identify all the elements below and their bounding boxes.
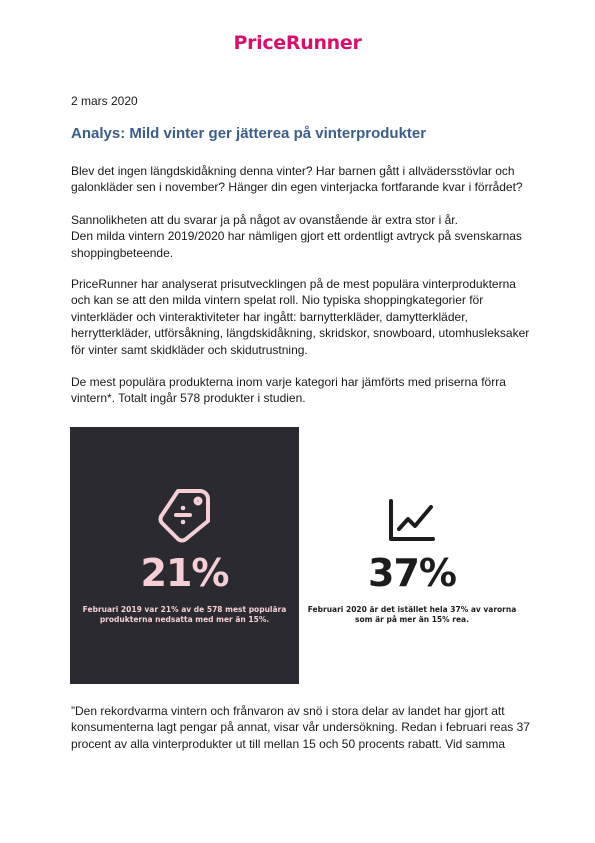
pricerunner-logo: PriceRunner [233,32,362,54]
article-title: Analys: Mild vinter ger jätterea på vinterprodukter [71,125,427,142]
stat-caption-2020 [299,605,525,625]
stat-caption-2020-line2: som är på mer än 15% rea. [355,615,469,624]
paragraph-quote: ”Den rekordvarma vintern och frånvaron av snö i stora delar av landet har gjort att konsumenterna lagt pengar på annat, visar vår undersökning. Redan i februari reas 37 procent av alla vinterprodukter ut till mellan 15 och 50 procents rabatt. Vid samma [71,704,530,751]
stat-panel-2020 [299,427,525,684]
price-tag-percent-icon [156,485,214,543]
stat-value-2020: 37% [368,551,456,595]
paragraph-intro: Blev det ingen längdskidåkning denna vinter? Har barnen gått i allvädersstövlar och galonkläder sen i november? Hänger din egen vinterjacka fortfarande kvar i förrådet? [71,164,523,195]
publish-date: 2 mars 2020 [71,94,138,108]
paragraph-probability-line2: Den milda vintern 2019/2020 har nämligen gjort ett ordentligt avtryck på svenskarnas shoppingbeteende. [71,229,522,260]
stat-panel-2019 [70,427,299,684]
paragraph-probability-line1: Sannolikheten att du svarar ja på något av ovanstående är extra stor i år. [71,213,458,227]
paragraph-probability [71,212,531,261]
stat-value-2019: 21% [140,551,229,595]
stat-caption-2019-line1: Februari 2019 var 21% av de 578 mest populära [82,605,287,614]
paragraph-comparison: De mest populära produkterna inom varje kategori har jämförts med priserna förra vintern*. Totalt ingår 578 produkter i studien. [71,375,506,406]
line-chart-up-icon [387,497,437,543]
stat-caption-2019 [70,605,299,625]
stat-caption-2020-line1: Februari 2020 är det istället hela 37% av varorna [307,605,517,614]
paragraph-analysis: PriceRunner har analyserat prisutvecklingen på de mest populära vinterprodukterna och kan se att den milda vintern spelat roll. Nio typiska shoppingkategorier för vinterkläder och vinteraktiviteter har ingått: barnytterkläder, damytterkläder, herrytterkläder, utförsåkning, längdskidåkning, skridskor, snowboard, utomhusleksaker för vinter samt skidkläder och skidutrustning. [71,277,530,357]
stat-caption-2019-line2: produkterna nedsatta med mer än 15%. [99,615,270,624]
